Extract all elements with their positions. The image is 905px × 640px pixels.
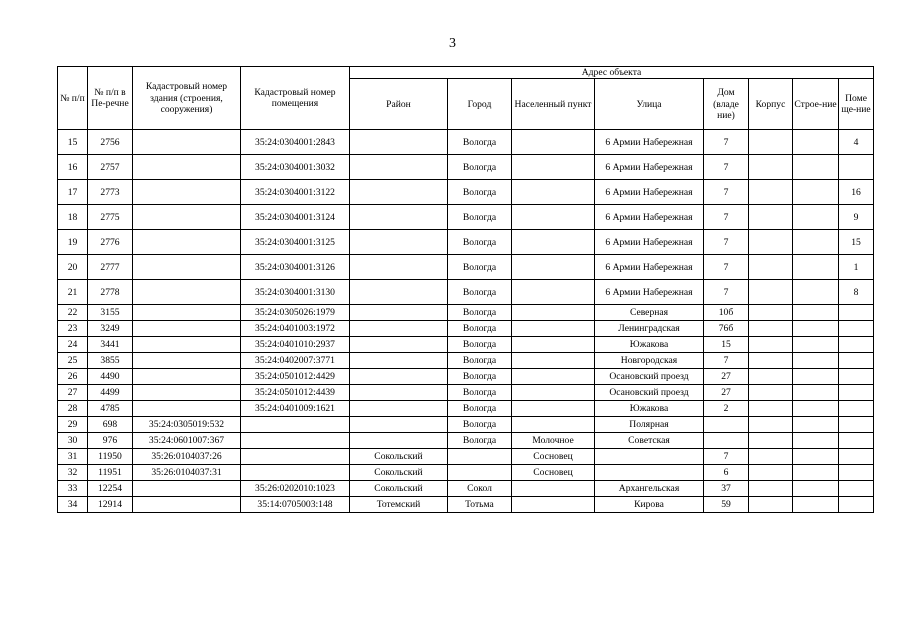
cell-korpus [749, 180, 793, 205]
cell-list-num: 2778 [88, 280, 133, 305]
cell-cad-room: 35:24:0304001:3125 [241, 230, 350, 255]
cell-cad-building [133, 401, 241, 417]
cell-city: Вологда [448, 230, 512, 255]
cell-district [350, 280, 448, 305]
cell-district: Сокольский [350, 449, 448, 465]
cell-cad-building: 35:24:0305019:532 [133, 417, 241, 433]
cell-num: 22 [58, 305, 88, 321]
cell-room [839, 417, 874, 433]
cell-cad-room: 35:24:0401010:2937 [241, 337, 350, 353]
cell-room [839, 353, 874, 369]
cell-street: Южакова [595, 401, 704, 417]
cell-district [350, 417, 448, 433]
cell-cad-building [133, 337, 241, 353]
cell-list-num: 2756 [88, 130, 133, 155]
cell-district [350, 205, 448, 230]
cell-district [350, 180, 448, 205]
cell-house: 76б [704, 321, 749, 337]
header-cad-building: Кадастровый номер здания (строения, сооружения) [133, 67, 241, 130]
cell-cad-building: 35:24:0601007:367 [133, 433, 241, 449]
table-row [58, 305, 874, 321]
cell-room [839, 369, 874, 385]
cell-room [839, 155, 874, 180]
cell-district [350, 130, 448, 155]
cell-street: Кирова [595, 497, 704, 513]
table-row [58, 155, 874, 180]
cell-house: 7 [704, 155, 749, 180]
cell-settlement [512, 205, 595, 230]
cell-settlement [512, 280, 595, 305]
cell-num: 28 [58, 401, 88, 417]
cell-city: Вологда [448, 433, 512, 449]
cell-cad-room [241, 449, 350, 465]
cell-district: Тотемский [350, 497, 448, 513]
cell-list-num: 698 [88, 417, 133, 433]
cell-house [704, 433, 749, 449]
table-row [58, 353, 874, 369]
cell-cad-room: 35:14:0705003:148 [241, 497, 350, 513]
cell-city: Вологда [448, 130, 512, 155]
cell-list-num: 3155 [88, 305, 133, 321]
cell-settlement: Молочное [512, 433, 595, 449]
cell-stroenie [793, 353, 839, 369]
cell-cad-building [133, 180, 241, 205]
cell-list-num: 3441 [88, 337, 133, 353]
cell-city: Вологда [448, 280, 512, 305]
cell-settlement [512, 305, 595, 321]
cell-korpus [749, 280, 793, 305]
cell-house: 59 [704, 497, 749, 513]
cell-room [839, 385, 874, 401]
cell-settlement [512, 401, 595, 417]
cell-district [350, 255, 448, 280]
cell-room [839, 337, 874, 353]
cell-num: 25 [58, 353, 88, 369]
cell-city: Вологда [448, 337, 512, 353]
cell-city [448, 449, 512, 465]
cell-cad-room: 35:24:0304001:3032 [241, 155, 350, 180]
cell-korpus [749, 321, 793, 337]
cell-cad-room: 35:24:0304001:3130 [241, 280, 350, 305]
cell-num: 19 [58, 230, 88, 255]
cell-num: 23 [58, 321, 88, 337]
table-row [58, 433, 874, 449]
header-num: № п/п [58, 67, 88, 130]
cell-stroenie [793, 449, 839, 465]
cell-street: 6 Армии Набережная [595, 180, 704, 205]
cell-korpus [749, 465, 793, 481]
cell-stroenie [793, 417, 839, 433]
cell-settlement [512, 255, 595, 280]
cell-house: 7 [704, 353, 749, 369]
cell-cad-room: 35:24:0501012:4439 [241, 385, 350, 401]
cell-num: 21 [58, 280, 88, 305]
cell-list-num: 2777 [88, 255, 133, 280]
cell-list-num: 12254 [88, 481, 133, 497]
cell-cad-building [133, 230, 241, 255]
cell-street [595, 465, 704, 481]
cell-cad-room: 35:24:0401009:1621 [241, 401, 350, 417]
table-row [58, 465, 874, 481]
cell-city: Вологда [448, 155, 512, 180]
cell-stroenie [793, 465, 839, 481]
table-row [58, 337, 874, 353]
cell-korpus [749, 481, 793, 497]
cell-list-num: 11951 [88, 465, 133, 481]
cell-street: Ленинградская [595, 321, 704, 337]
cell-city: Сокол [448, 481, 512, 497]
cell-cad-building [133, 321, 241, 337]
header-city: Город [448, 79, 512, 130]
cell-stroenie [793, 401, 839, 417]
cell-city: Вологда [448, 385, 512, 401]
cell-house: 7 [704, 280, 749, 305]
cell-num: 15 [58, 130, 88, 155]
cell-list-num: 976 [88, 433, 133, 449]
cell-city: Тотьма [448, 497, 512, 513]
cell-room: 4 [839, 130, 874, 155]
cell-korpus [749, 401, 793, 417]
cell-stroenie [793, 130, 839, 155]
cell-list-num: 3855 [88, 353, 133, 369]
table-body [58, 130, 874, 513]
cell-korpus [749, 497, 793, 513]
table-row [58, 385, 874, 401]
cell-korpus [749, 433, 793, 449]
cell-list-num: 2775 [88, 205, 133, 230]
cell-street [595, 449, 704, 465]
cell-house [704, 417, 749, 433]
cell-settlement [512, 369, 595, 385]
cell-stroenie [793, 337, 839, 353]
cell-cad-building [133, 385, 241, 401]
cell-list-num: 4490 [88, 369, 133, 385]
cell-num: 34 [58, 497, 88, 513]
cell-city: Вологда [448, 205, 512, 230]
cell-korpus [749, 417, 793, 433]
cell-cad-building [133, 155, 241, 180]
cell-list-num: 11950 [88, 449, 133, 465]
cell-list-num: 3249 [88, 321, 133, 337]
cell-district [350, 385, 448, 401]
cell-cad-room: 35:24:0402007:3771 [241, 353, 350, 369]
header-address-group: Адрес объекта [350, 67, 874, 79]
cell-num: 18 [58, 205, 88, 230]
cell-room: 16 [839, 180, 874, 205]
cell-city: Вологда [448, 180, 512, 205]
cell-house: 37 [704, 481, 749, 497]
cell-street: Советская [595, 433, 704, 449]
cell-street: Осановский проезд [595, 369, 704, 385]
cell-cad-room: 35:24:0304001:2843 [241, 130, 350, 155]
cell-settlement [512, 155, 595, 180]
cell-house: 2 [704, 401, 749, 417]
cell-cad-room: 35:24:0304001:3124 [241, 205, 350, 230]
cell-stroenie [793, 230, 839, 255]
cell-street: 6 Армии Набережная [595, 130, 704, 155]
cell-district: Сокольский [350, 481, 448, 497]
cell-num: 16 [58, 155, 88, 180]
cell-cad-room [241, 433, 350, 449]
table-row [58, 205, 874, 230]
cell-num: 32 [58, 465, 88, 481]
cell-stroenie [793, 180, 839, 205]
cell-korpus [749, 205, 793, 230]
cell-cad-building [133, 130, 241, 155]
cell-cad-room [241, 465, 350, 481]
header-room: Поме ще-ние [839, 79, 874, 130]
cell-city: Вологда [448, 305, 512, 321]
cell-num: 17 [58, 180, 88, 205]
cell-cad-room: 35:24:0304001:3122 [241, 180, 350, 205]
header-stroenie: Строе-ние [793, 79, 839, 130]
cell-korpus [749, 230, 793, 255]
cell-room [839, 401, 874, 417]
table-row [58, 417, 874, 433]
cell-district [350, 230, 448, 255]
cell-room: 1 [839, 255, 874, 280]
cell-street: 6 Армии Набережная [595, 255, 704, 280]
cell-city: Вологда [448, 401, 512, 417]
cell-settlement [512, 497, 595, 513]
cell-room: 9 [839, 205, 874, 230]
cell-city: Вологда [448, 369, 512, 385]
cell-num: 33 [58, 481, 88, 497]
cell-street: Северная [595, 305, 704, 321]
cell-settlement [512, 417, 595, 433]
cell-street: Полярная [595, 417, 704, 433]
cell-list-num: 4499 [88, 385, 133, 401]
cell-korpus [749, 385, 793, 401]
cell-street: Осановский проезд [595, 385, 704, 401]
cell-district [350, 353, 448, 369]
cell-street: 6 Армии Набережная [595, 205, 704, 230]
cell-room [839, 305, 874, 321]
cell-settlement [512, 385, 595, 401]
cell-house: 7 [704, 255, 749, 280]
cell-cad-room [241, 417, 350, 433]
cell-num: 24 [58, 337, 88, 353]
cell-room [839, 321, 874, 337]
cell-stroenie [793, 155, 839, 180]
cell-district [350, 369, 448, 385]
cell-cad-building [133, 205, 241, 230]
cell-street: Новгородская [595, 353, 704, 369]
header-cad-room: Кадастровый номер помещения [241, 67, 350, 130]
cell-house: 7 [704, 180, 749, 205]
cell-house: 6 [704, 465, 749, 481]
cell-cad-building [133, 497, 241, 513]
table-row [58, 230, 874, 255]
cell-district [350, 433, 448, 449]
cell-cad-room: 35:24:0305026:1979 [241, 305, 350, 321]
cell-city: Вологда [448, 353, 512, 369]
cell-korpus [749, 449, 793, 465]
table-row [58, 130, 874, 155]
cell-stroenie [793, 497, 839, 513]
cell-house: 7 [704, 205, 749, 230]
cell-room [839, 433, 874, 449]
cell-cad-room: 35:24:0401003:1972 [241, 321, 350, 337]
cell-settlement [512, 481, 595, 497]
cell-street: Архангельская [595, 481, 704, 497]
cell-city: Вологда [448, 321, 512, 337]
cell-city [448, 465, 512, 481]
cell-cad-building [133, 369, 241, 385]
cell-stroenie [793, 433, 839, 449]
page-number: 3 [449, 36, 456, 51]
cell-house: 7 [704, 230, 749, 255]
table-row [58, 449, 874, 465]
cell-korpus [749, 155, 793, 180]
cell-house: 7 [704, 130, 749, 155]
header-list-num: № п/п в Пе-речне [88, 67, 133, 130]
cell-korpus [749, 255, 793, 280]
cell-district [350, 305, 448, 321]
cell-settlement [512, 337, 595, 353]
cell-city: Вологда [448, 255, 512, 280]
header-korpus: Корпус [749, 79, 793, 130]
table-row [58, 401, 874, 417]
cell-num: 27 [58, 385, 88, 401]
cell-district [350, 155, 448, 180]
cell-settlement [512, 321, 595, 337]
cell-cad-building: 35:26:0104037:31 [133, 465, 241, 481]
cell-stroenie [793, 369, 839, 385]
cell-num: 30 [58, 433, 88, 449]
cell-settlement [512, 353, 595, 369]
cell-street: 6 Армии Набережная [595, 280, 704, 305]
table-row [58, 369, 874, 385]
cell-settlement [512, 130, 595, 155]
cell-list-num: 2776 [88, 230, 133, 255]
cell-num: 31 [58, 449, 88, 465]
cell-settlement [512, 230, 595, 255]
cell-cad-room: 35:26:0202010:1023 [241, 481, 350, 497]
cell-num: 26 [58, 369, 88, 385]
cell-room [839, 465, 874, 481]
table-row [58, 497, 874, 513]
table-row [58, 280, 874, 305]
cell-street: Южакова [595, 337, 704, 353]
table-header [58, 67, 874, 130]
cell-list-num: 2757 [88, 155, 133, 180]
cell-house: 10б [704, 305, 749, 321]
header-house: Дом (владе ние) [704, 79, 749, 130]
cell-district: Сокольский [350, 465, 448, 481]
cell-room [839, 497, 874, 513]
cell-list-num: 12914 [88, 497, 133, 513]
cell-room: 8 [839, 280, 874, 305]
cell-stroenie [793, 205, 839, 230]
cell-korpus [749, 337, 793, 353]
cell-cad-room: 35:24:0501012:4429 [241, 369, 350, 385]
cell-stroenie [793, 280, 839, 305]
cell-cad-building [133, 280, 241, 305]
table-row [58, 481, 874, 497]
cell-korpus [749, 369, 793, 385]
cell-city: Вологда [448, 417, 512, 433]
cell-cad-building [133, 305, 241, 321]
cell-stroenie [793, 481, 839, 497]
cell-num: 20 [58, 255, 88, 280]
cell-stroenie [793, 385, 839, 401]
cell-district [350, 321, 448, 337]
cell-list-num: 4785 [88, 401, 133, 417]
cell-stroenie [793, 305, 839, 321]
cell-cad-room: 35:24:0304001:3126 [241, 255, 350, 280]
cell-street: 6 Армии Набережная [595, 155, 704, 180]
cell-house: 7 [704, 449, 749, 465]
cell-house: 27 [704, 369, 749, 385]
table-row [58, 255, 874, 280]
cell-room: 15 [839, 230, 874, 255]
cell-cad-building: 35:26:0104037:26 [133, 449, 241, 465]
cell-korpus [749, 353, 793, 369]
cell-stroenie [793, 255, 839, 280]
cell-district [350, 401, 448, 417]
cell-list-num: 2773 [88, 180, 133, 205]
cell-stroenie [793, 321, 839, 337]
cell-house: 15 [704, 337, 749, 353]
table-row [58, 321, 874, 337]
cell-num: 29 [58, 417, 88, 433]
header-settlement: Населенный пункт [512, 79, 595, 130]
objects-table [57, 66, 874, 513]
cell-room [839, 481, 874, 497]
header-district: Район [350, 79, 448, 130]
cell-cad-building [133, 481, 241, 497]
table-row [58, 180, 874, 205]
cell-cad-building [133, 353, 241, 369]
cell-room [839, 449, 874, 465]
cell-settlement: Сосновец [512, 449, 595, 465]
cell-settlement [512, 180, 595, 205]
header-street: Улица [595, 79, 704, 130]
cell-cad-building [133, 255, 241, 280]
cell-settlement: Сосновец [512, 465, 595, 481]
cell-house: 27 [704, 385, 749, 401]
cell-korpus [749, 305, 793, 321]
cell-street: 6 Армии Набережная [595, 230, 704, 255]
cell-korpus [749, 130, 793, 155]
cell-district [350, 337, 448, 353]
